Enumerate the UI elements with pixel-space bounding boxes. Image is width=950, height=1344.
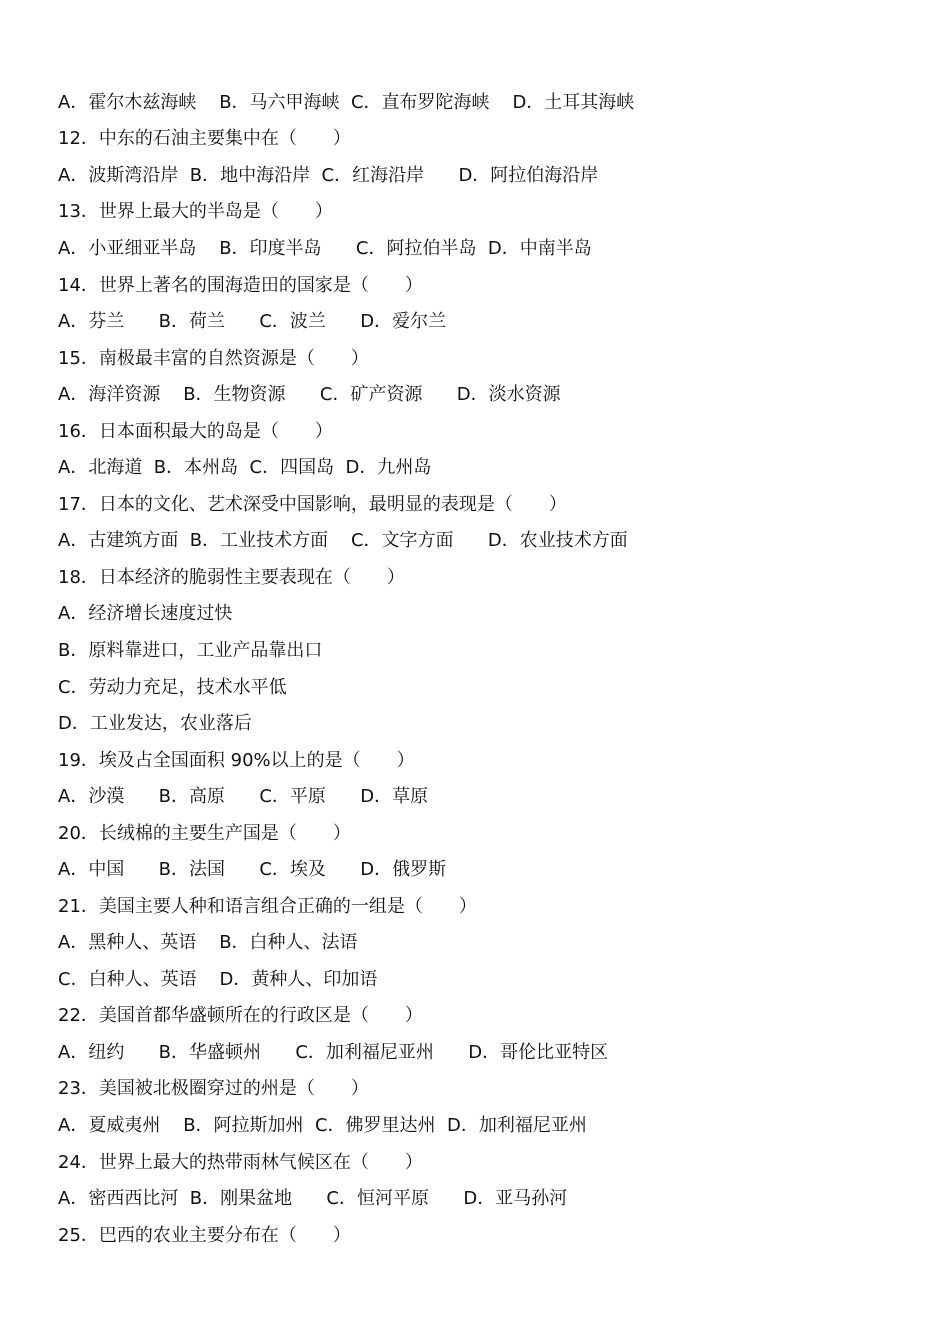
question-15-options: A．海洋资源 B．生物资源 C．矿产资源 D．淡水资源 [58, 384, 561, 405]
question-13-stem: 13．世界上最大的半岛是（ ） [58, 201, 333, 222]
question-18-option-a: A．经济增长速度过快 [58, 603, 233, 624]
question-19-stem: 19．埃及占全国面积 90%以上的是（ ） [58, 750, 415, 771]
question-25-stem: 25．巴西的农业主要分布在（ ） [58, 1225, 351, 1246]
question-12-options: A．波斯湾沿岸 B．地中海沿岸 C．红海沿岸 D．阿拉伯海沿岸 [58, 165, 599, 186]
question-21-stem: 21．美国主要人种和语言组合正确的一组是（ ） [58, 896, 477, 917]
question-18-option-b: B．原料靠进口，工业产品靠出口 [58, 640, 323, 661]
question-16-stem: 16．日本面积最大的岛是（ ） [58, 421, 333, 442]
question-16-options: A．北海道 B．本州岛 C．四国岛 D．九州岛 [58, 457, 432, 478]
question-21-options-cd: C．白种人、英语 D．黄种人、印加语 [58, 969, 378, 990]
question-20-stem: 20．长绒棉的主要生产国是（ ） [58, 823, 351, 844]
question-17-options: A．古建筑方面 B．工业技术方面 C．文字方面 D．农业技术方面 [58, 530, 628, 551]
question-18-option-c: C．劳动力充足，技术水平低 [58, 677, 287, 698]
question-15-stem: 15．南极最丰富的自然资源是（ ） [58, 348, 369, 369]
question-14-stem: 14．世界上著名的围海造田的国家是（ ） [58, 275, 423, 296]
question-22-options: A．纽约 B．华盛顿州 C．加利福尼亚州 D．哥伦比亚特区 [58, 1042, 609, 1063]
question-11-options: A．霍尔木兹海峡 B．马六甲海峡 C．直布罗陀海峡 D．土耳其海峡 [58, 92, 635, 113]
question-18-stem: 18．日本经济的脆弱性主要表现在（ ） [58, 567, 405, 588]
question-12-stem: 12．中东的石油主要集中在（ ） [58, 128, 351, 149]
question-17-stem: 17．日本的文化、艺术深受中国影响，最明显的表现是（ ） [58, 494, 567, 515]
question-24-options: A．密西西比河 B．刚果盆地 C．恒河平原 D．亚马孙河 [58, 1188, 568, 1209]
question-21-options-ab: A．黑种人、英语 B．白种人、法语 [58, 932, 358, 953]
question-23-stem: 23．美国被北极圈穿过的州是（ ） [58, 1078, 369, 1099]
question-13-options: A．小亚细亚半岛 B．印度半岛 C．阿拉伯半岛 D．中南半岛 [58, 238, 592, 259]
question-18-option-d: D．工业发达，农业落后 [58, 713, 252, 734]
question-19-options: A．沙漠 B．高原 C．平原 D．草原 [58, 786, 429, 807]
question-24-stem: 24．世界上最大的热带雨林气候区在（ ） [58, 1152, 423, 1173]
question-22-stem: 22．美国首都华盛顿所在的行政区是（ ） [58, 1005, 423, 1026]
question-23-options: A．夏威夷州 B．阿拉斯加州 C．佛罗里达州 D．加利福尼亚州 [58, 1115, 587, 1136]
question-20-options: A．中国 B．法国 C．埃及 D．俄罗斯 [58, 859, 447, 880]
question-14-options: A．芬兰 B．荷兰 C．波兰 D．爱尔兰 [58, 311, 447, 332]
